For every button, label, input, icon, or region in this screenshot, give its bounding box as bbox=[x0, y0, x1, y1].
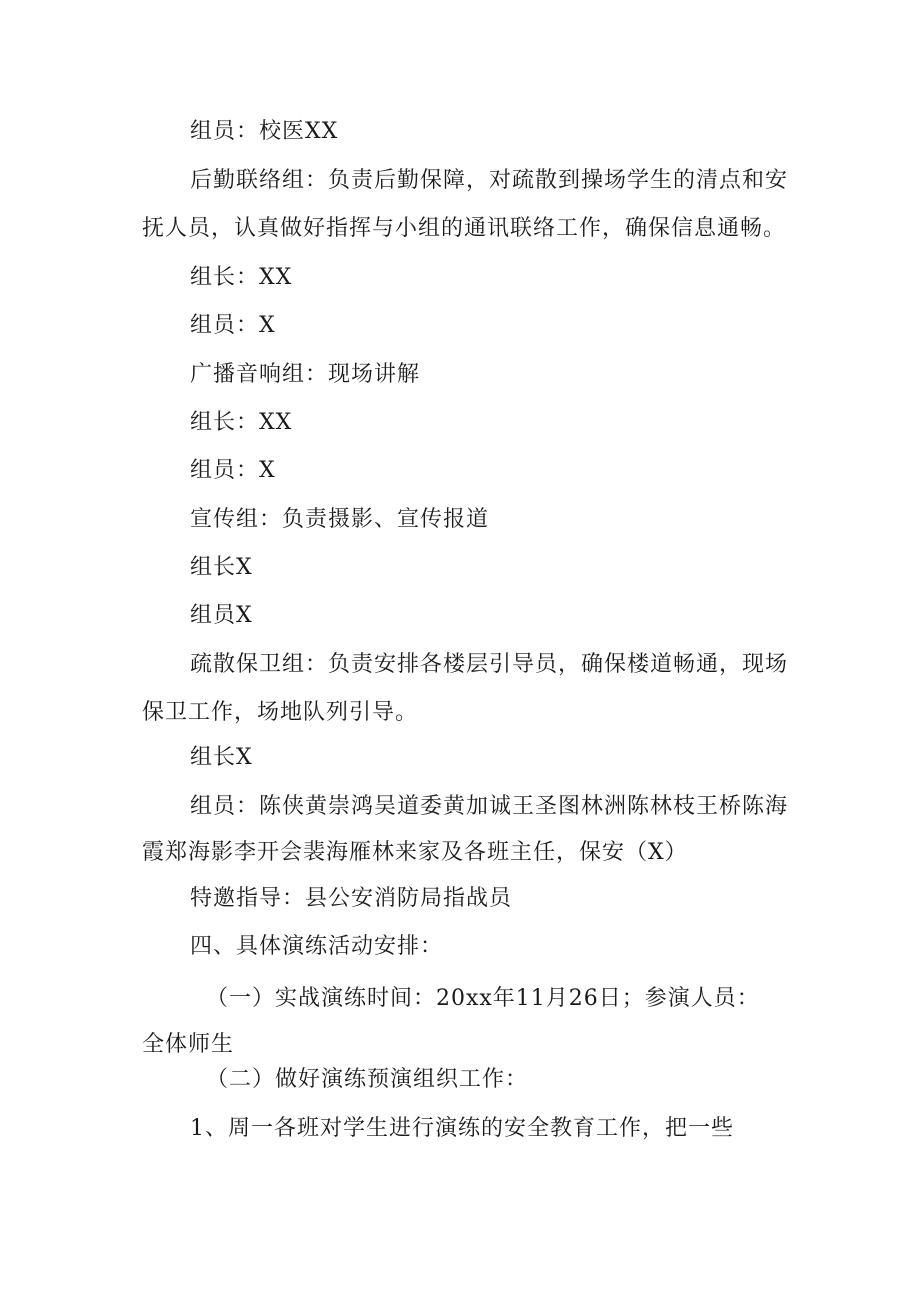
text-line: 宣传组：负责摄影、宣传报道 bbox=[190, 507, 490, 532]
text-line: 保卫工作，场地队列引导。 bbox=[142, 700, 419, 725]
text-line: （二）做好演练预演组织工作： bbox=[206, 1067, 529, 1092]
text-line: 组员：校医XX bbox=[190, 119, 339, 144]
text-line: 广播音响组：现场讲解 bbox=[190, 362, 421, 387]
text-line: 霞郑海影李开会裴海雁林来家及各班主任，保安（X） bbox=[142, 840, 688, 865]
text-line: 后勤联络组：负责后勤保障，对疏散到操场学生的清点和安 bbox=[190, 168, 789, 193]
text-line: 组长X bbox=[190, 745, 253, 770]
text-line: 组长X bbox=[190, 555, 253, 580]
text-line: 1、周一各班对学生进行演练的安全教育工作，把一些 bbox=[190, 1116, 734, 1141]
text-line: 组员：X bbox=[190, 313, 276, 338]
text-line: 全体师生 bbox=[142, 1032, 235, 1057]
text-line: 组长：XX bbox=[190, 265, 293, 290]
text-line: 疏散保卫组：负责安排各楼层引导员，确保楼道畅通，现场 bbox=[190, 652, 789, 677]
text-line: 组员X bbox=[190, 603, 253, 628]
text-line: 四、具体演练活动安排： bbox=[190, 934, 444, 959]
text-line: 组员：X bbox=[190, 458, 276, 483]
text-line: 组长：XX bbox=[190, 410, 293, 435]
text-line: 抚人员，认真做好指挥与小组的通讯联络工作，确保信息通畅。 bbox=[142, 216, 787, 241]
text-line: （一）实战演练时间：20xx年11月26日；参演人员： bbox=[206, 986, 760, 1011]
text-line: 特邀指导：县公安消防局指战员 bbox=[190, 886, 513, 911]
text-line: 组员：陈侠黄崇鸿吴道委黄加诚王圣图林洲陈林枝王桥陈海 bbox=[190, 794, 789, 819]
